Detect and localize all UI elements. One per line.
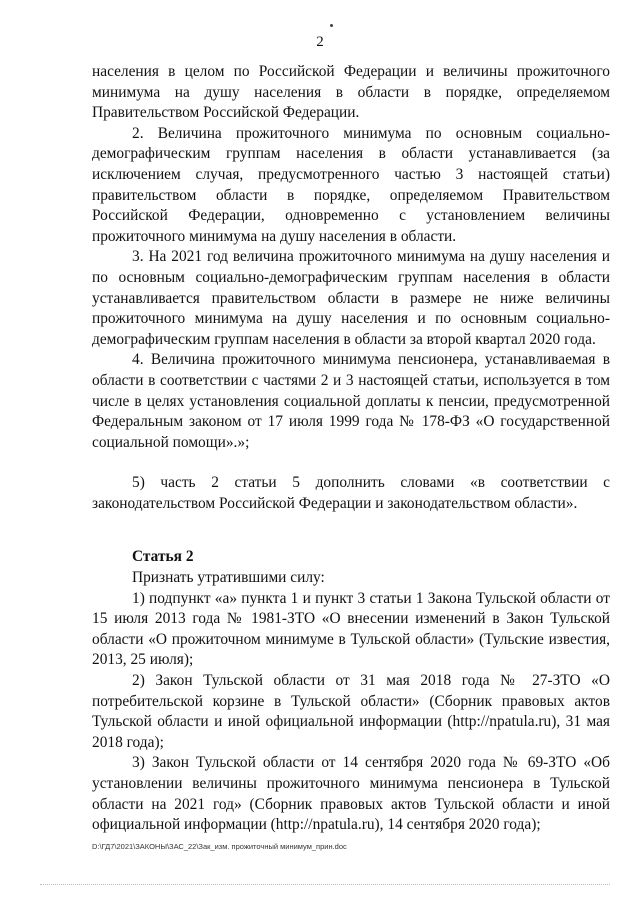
paragraph-repeal-3: 3) Закон Тульской области от 14 сентября 2020 года № 69-ЗТО «Об установлении величины прожиточного минимума пенсионера в Тульской области на 2021 год» (Сборник правовых актов Тульской области и иной официальной информации (http://npatula.ru), 14 сентября 2020 года);	[92, 754, 610, 834]
file-path-footer: D:\ГД7\2021\ЗАКОНЫ\ЗАС_22\Зак_изм. прожиточный минимум_прин.doc	[92, 842, 347, 851]
scan-mark	[330, 24, 333, 27]
paragraph-part-2: 2. Величина прожиточного минимума по основным социально-демографическим группам населения в области устанавливается (за исключением случая, предусмотренного частью 3 настоящей статьи) правительством области в порядке, определяемом Правительством Российской Федерации, одновременно с установлением величины прожиточного минимума на душу населения в области.	[92, 124, 610, 245]
page-bottom-rule	[40, 884, 610, 885]
paragraph-part-4: 4. Величина прожиточного минимума пенсионера, устанавливаемая в области в соответствии с частями 2 и 3 настоящей статьи, используется в том числе в целях установления социальной доплаты к пенсии, предусмотренной Федеральным законом от 17 июля 1999 года № 178-ФЗ «О государственной социальной помощи».»;	[92, 351, 610, 451]
paragraph-item-5: 5) часть 2 статьи 5 дополнить словами «в соответствии с законодательством Российской Федерации и законодательством области».	[92, 474, 610, 512]
page-number: 2	[316, 34, 324, 50]
document-body	[92, 62, 610, 836]
paragraph-repeal-intro: Признать утратившими силу:	[132, 569, 325, 587]
paragraph-repeal-1: 1) подпункт «а» пункта 1 и пункт 3 статьи 1 Закона Тульской области от 15 июля 2013 года № 1981-ЗТО «О внесении изменений в Закон Тульской области «О прожиточном минимуме в Тульской области» (Тульские известия, 2013, 25 июля);	[92, 589, 610, 669]
paragraph-part-3: 3. На 2021 год величина прожиточного минимума на душу населения и по основным социально-демографическим группам населения в области устанавливается правительством области в размере не ниже величины прожиточного минимума на душу населения и по основным социально-демографическим группам населения в области за второй квартал 2020 года.	[92, 248, 610, 348]
spacer	[92, 514, 610, 547]
paragraph-continuation: населения в целом по Российской Федерации и величины прожиточного минимума на душу населения в области в порядке, определяемом Правительством Российской Федерации.	[92, 63, 610, 122]
article-heading: Статья 2	[132, 548, 194, 566]
paragraph-repeal-2: 2) Закон Тульской области от 31 мая 2018 года № 27-ЗТО «О потребительской корзине в Тульской области» (Сборник правовых актов Тульской области и иной официальной информации (http://npatula.ru), 31 мая 2018 года);	[92, 672, 610, 751]
spacer	[92, 453, 610, 473]
